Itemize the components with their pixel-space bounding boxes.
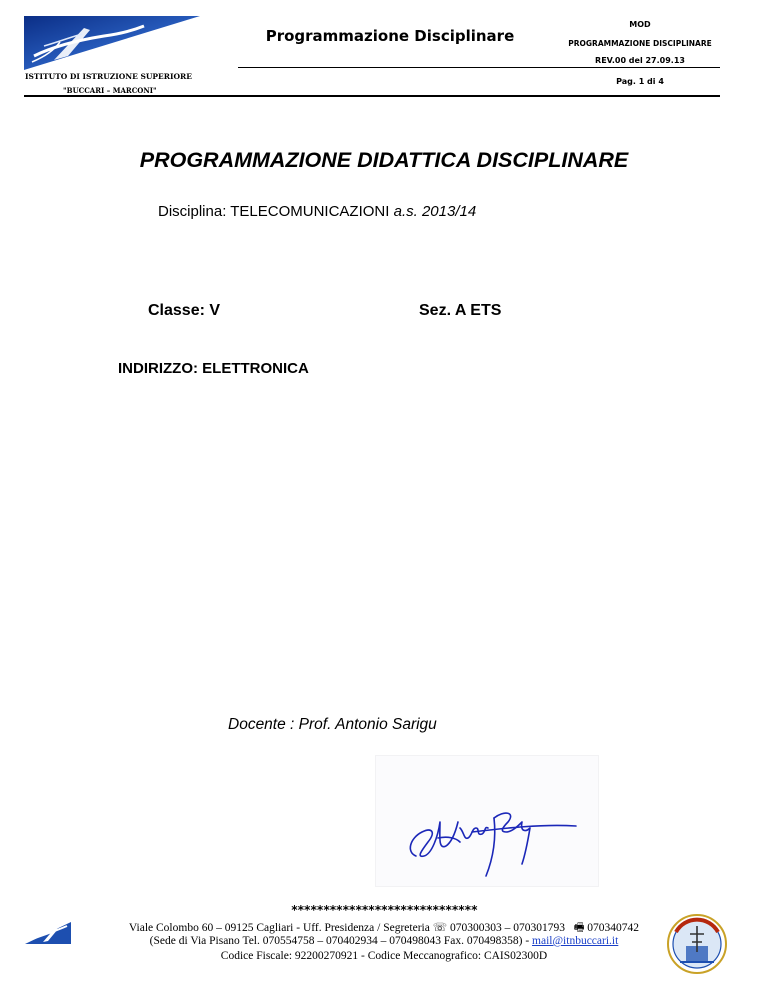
school-logo [24, 16, 200, 70]
address-label: INDIRIZZO: ELETTRONICA [118, 360, 309, 377]
header-divider-top [238, 67, 720, 68]
header-revision: REV.00 del 27.09.13 [595, 56, 685, 65]
signature-image [375, 755, 599, 887]
class-label: Classe: V [148, 302, 221, 319]
header-school-name: "BUCCARI – MARCONI" [63, 86, 157, 95]
header-page-number: Pag. 1 di 4 [616, 77, 664, 86]
footer-address: Viale Colombo 60 – 09125 Cagliari - Uff. Presidenza / Segreteria ☏ 070300303 – 070301793 [128, 922, 565, 934]
footer-crest-icon [666, 912, 728, 976]
header-mod-name: PROGRAMMAZIONE DISCIPLINARE [568, 39, 712, 48]
footer-branch: (Sede di Via Pisano Tel. 070554758 – 070402934 – 070498043 Fax. 070498358) - [149, 935, 530, 947]
header-institute: ISTITUTO DI ISTRUZIONE SUPERIORE [25, 72, 192, 81]
header-title: Programmazione Disciplinare [265, 27, 515, 45]
footer-fax: 🖷 070340742 [573, 922, 640, 934]
school-year: a.s. 2013/14 [393, 203, 477, 220]
teacher-name: Docente : Prof. Antonio Sarigu [228, 716, 437, 733]
signature-icon [376, 756, 598, 886]
footer-email-link[interactable]: mail@itnbuccari.it [532, 935, 619, 947]
footer-codes: Codice Fiscale: 92200270921 - Codice Meccanografico: CAIS02300D [220, 950, 548, 962]
document-title: PROGRAMMAZIONE DIDATTICA DISCIPLINARE [139, 148, 629, 172]
section-label: Sez. A ETS [419, 302, 502, 319]
header-mod: MOD [629, 20, 651, 29]
discipline-label: Disciplina: TELECOMUNICAZIONI [158, 203, 390, 220]
discipline-line [158, 203, 476, 220]
footer-separator: ***************************** [290, 903, 478, 917]
footer-branch-line [0, 935, 768, 947]
header-divider-bottom [24, 95, 720, 97]
